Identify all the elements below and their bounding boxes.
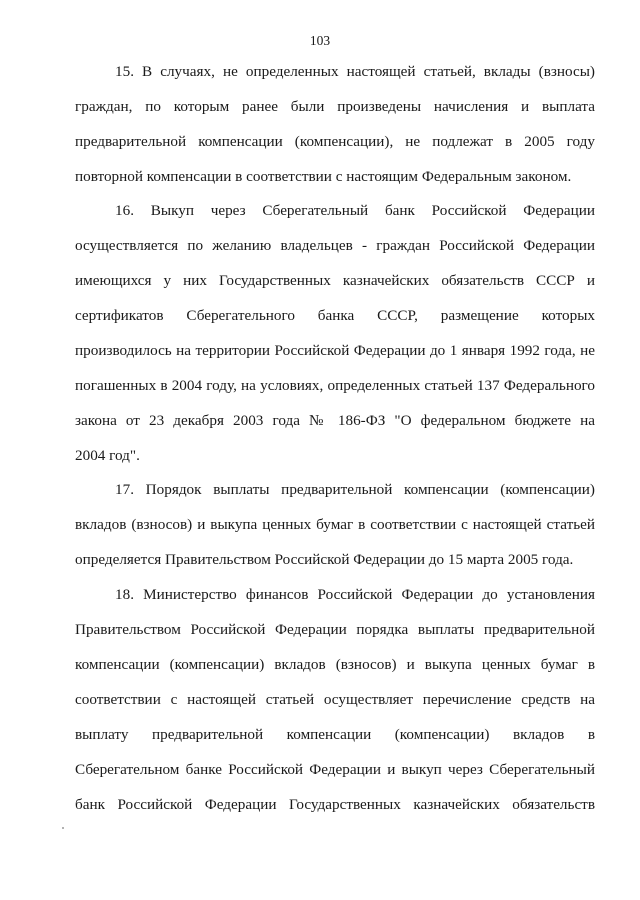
text-line: Правительством Российской Федерации порядка выплаты предварительной (75, 621, 595, 638)
page-number: 103 (309, 33, 331, 48)
scan-speck (62, 827, 64, 829)
text-line: компенсации (компенсации) вкладов (взносов) и выкупа ценных бумаг в (75, 656, 595, 673)
text-line: 18. Министерство финансов Российской Федерации до установления (115, 586, 595, 603)
text-line: 17. Порядок выплаты предварительной компенсации (компенсации) (115, 481, 595, 498)
text-line: определяется Правительством Российской Федерации до 15 марта 2005 года. (75, 551, 574, 568)
text-line: Сберегательном банке Российской Федерации и выкуп через Сберегательный (75, 761, 595, 778)
text-line: выплату предварительной компенсации (компенсации) вкладов в (75, 726, 595, 743)
text-line: банк Российской Федерации Государственных казначейских обязательств (75, 796, 595, 813)
text-line: 15. В случаях, не определенных настоящей статьей, вклады (взносы) (115, 63, 595, 80)
text-line: 2004 год". (75, 447, 140, 464)
text-line: граждан, по которым ранее были произведены начисления и выплата (75, 98, 595, 115)
text-line: вкладов (взносов) и выкупа ценных бумаг в соответствии с настоящей статьей (75, 516, 595, 533)
text-line: имеющихся у них Государственных казначейских обязательств СССР и (75, 272, 595, 289)
text-line: соответствии с настоящей статьей осуществляет перечисление средств на (75, 691, 595, 708)
text-line: закона от 23 декабря 2003 года № 186-ФЗ "О федеральном бюджете на (75, 412, 595, 429)
text-line: предварительной компенсации (компенсации), не подлежат в 2005 году (75, 133, 595, 150)
text-line: сертификатов Сберегательного банка СССР, размещение которых (75, 307, 595, 324)
text-line: погашенных в 2004 году, на условиях, определенных статьей 137 Федерального (75, 377, 595, 394)
text-line: 16. Выкуп через Сберегательный банк Российской Федерации (115, 202, 595, 219)
text-line: производилось на территории Российской Федерации до 1 января 1992 года, не (75, 342, 595, 359)
text-line: повторной компенсации в соответствии с настоящим Федеральным законом. (75, 168, 572, 185)
text-line: осуществляется по желанию владельцев - граждан Российской Федерации (75, 237, 595, 254)
